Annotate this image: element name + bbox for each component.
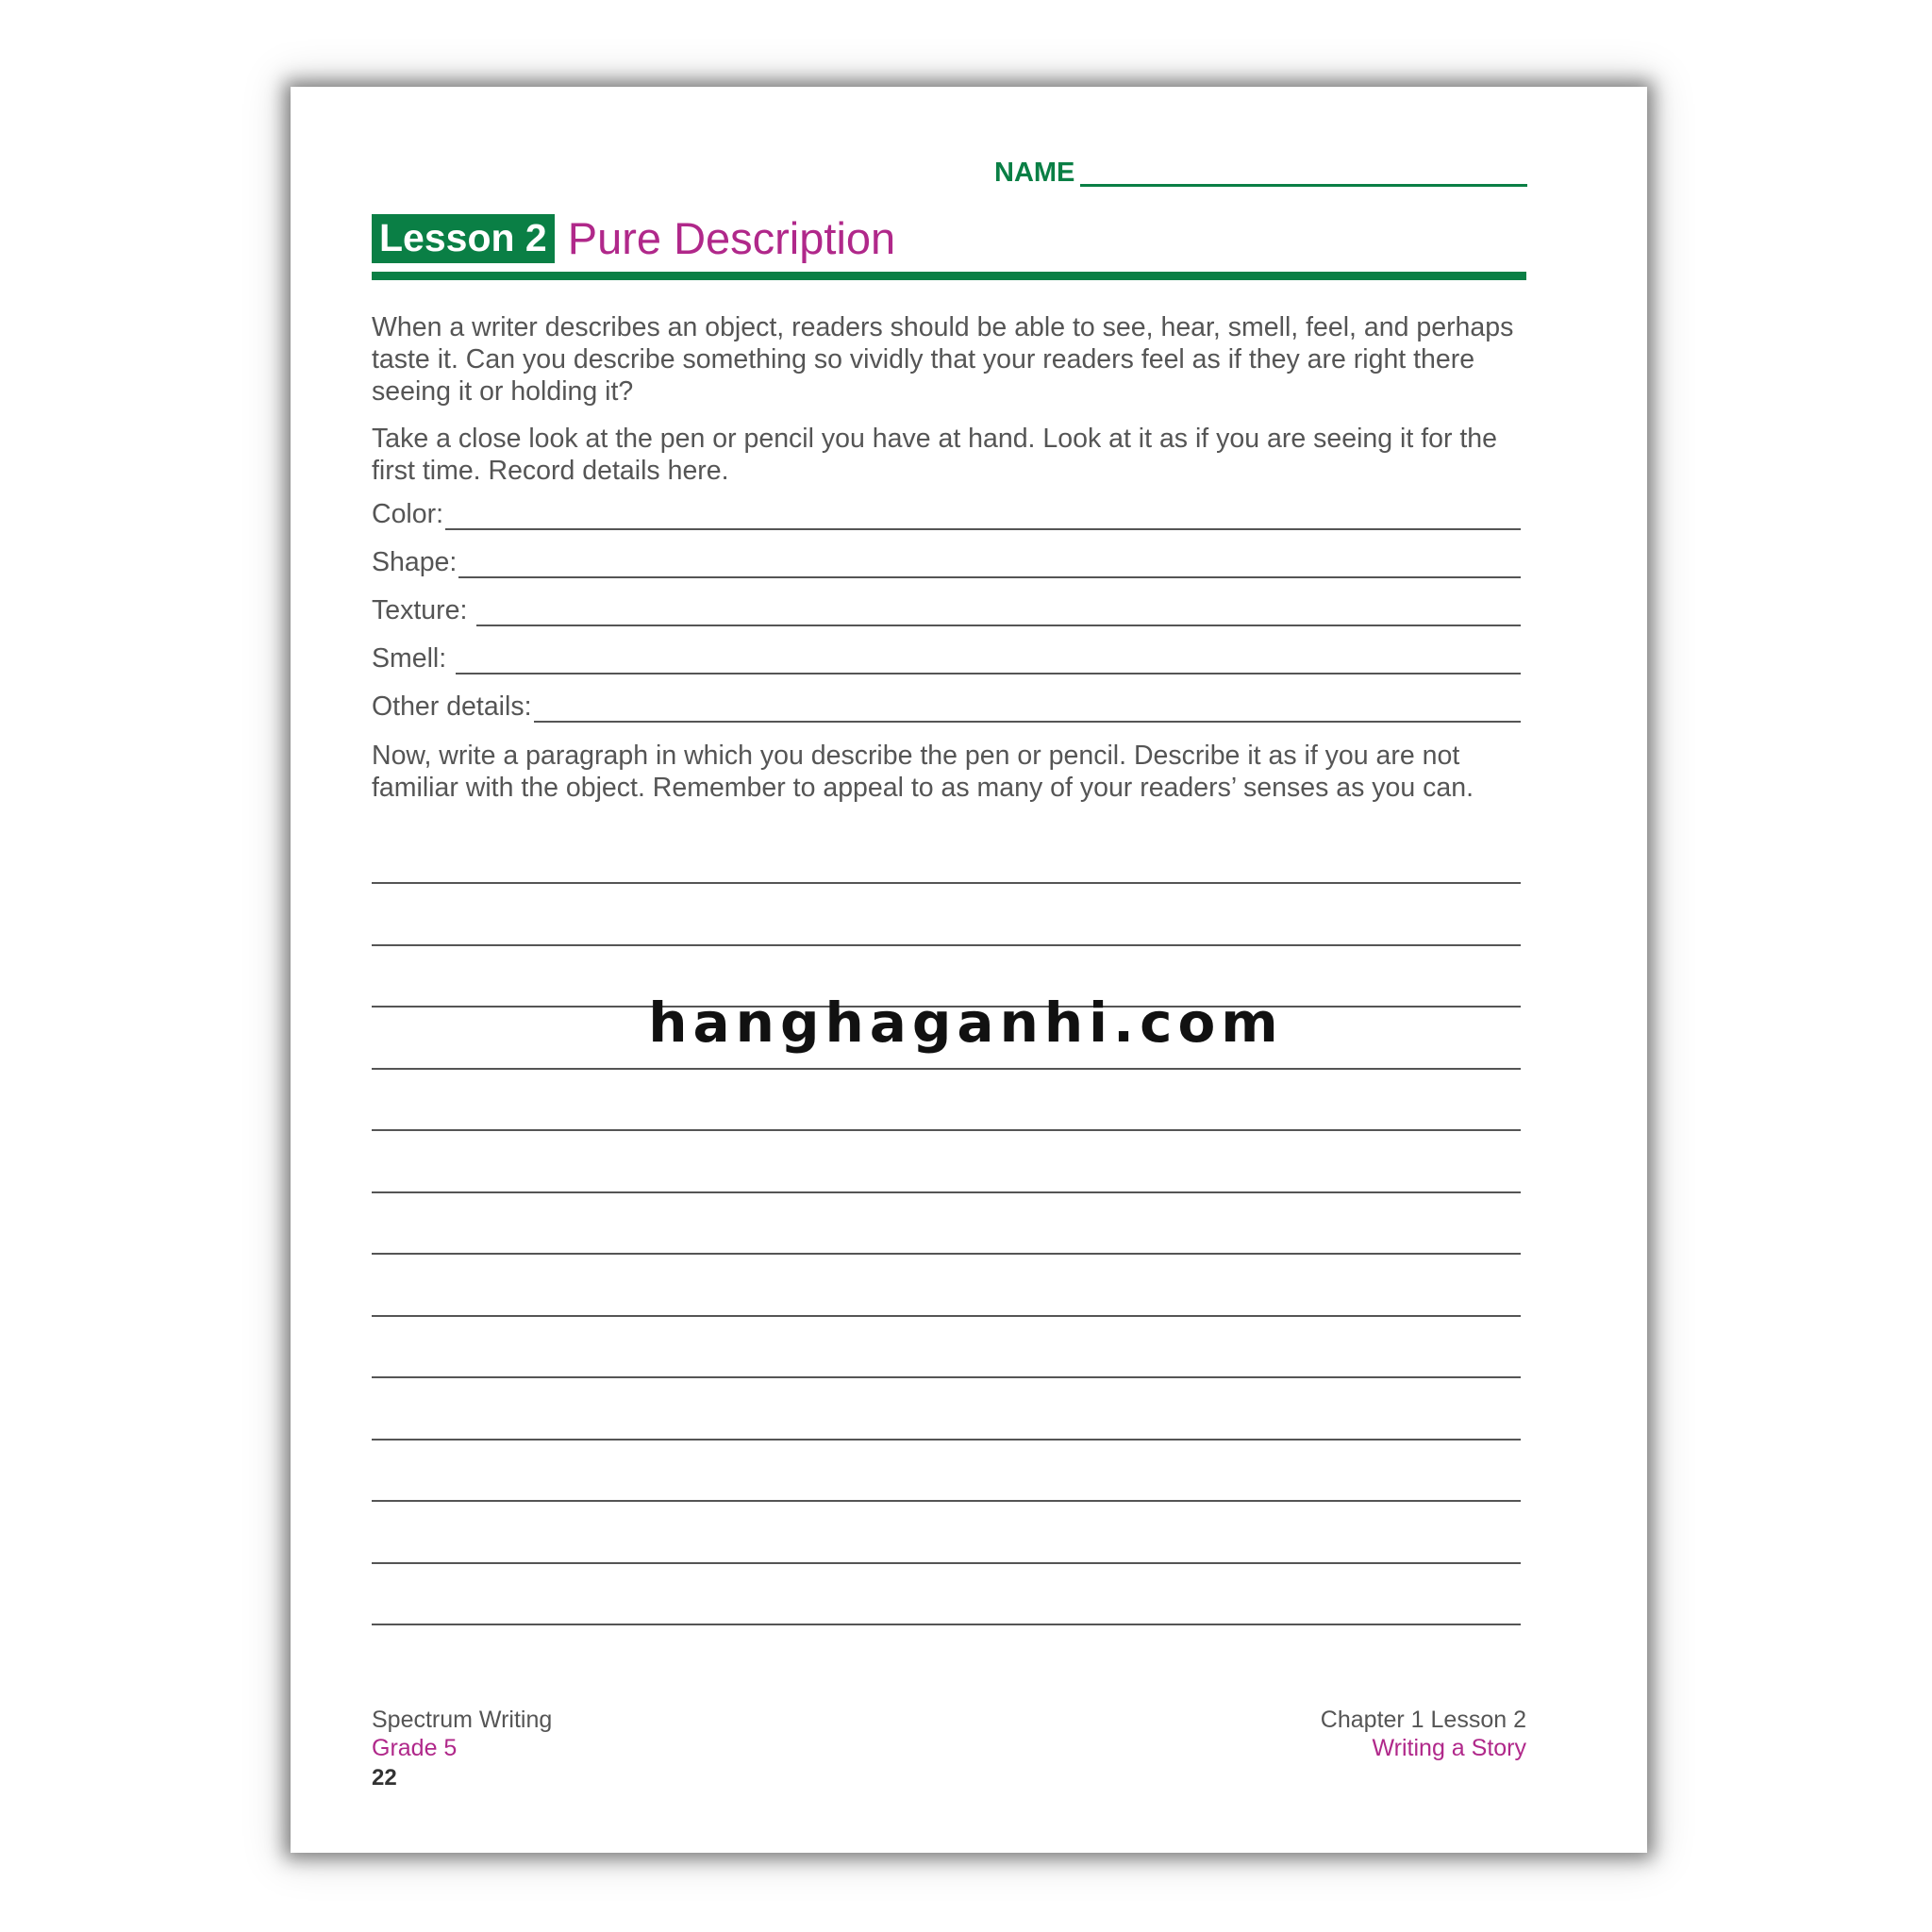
lesson-badge: Lesson 2 bbox=[372, 214, 555, 263]
writing-line bbox=[372, 1191, 1521, 1193]
writing-line bbox=[372, 1068, 1521, 1070]
writing-line bbox=[372, 1315, 1521, 1317]
field-blank-line bbox=[456, 646, 1521, 675]
footer-chapter: Chapter 1 Lesson 2 bbox=[1320, 1707, 1526, 1733]
footer-right bbox=[1321, 1706, 1526, 1762]
page-title: Pure Description bbox=[567, 213, 896, 263]
writing-line bbox=[372, 882, 1521, 884]
field-smell bbox=[372, 641, 1521, 675]
intro-paragraph-1: When a writer describes an object, readers should be able to see, hear, smell, feel, and perhaps taste it. Can you describe something so vividly that your readers feel as if they are right there seeing it or holding it? bbox=[372, 312, 1514, 407]
lesson-header bbox=[372, 213, 895, 264]
field-label: Other details: bbox=[372, 691, 532, 722]
writing-line bbox=[372, 1562, 1521, 1564]
footer-grade: Grade 5 bbox=[372, 1735, 458, 1761]
name-label: NAME bbox=[994, 158, 1075, 188]
field-label: Shape: bbox=[372, 547, 458, 577]
field-color bbox=[372, 496, 1521, 530]
field-label: Color: bbox=[372, 499, 444, 529]
field-label: Texture: bbox=[372, 595, 475, 625]
field-blank-line bbox=[445, 502, 1521, 530]
watermark-text: hanghaganhi.com bbox=[648, 991, 1284, 1055]
field-blank-line bbox=[476, 598, 1521, 626]
writing-line bbox=[372, 1129, 1521, 1131]
footer-series: Spectrum Writing bbox=[372, 1707, 553, 1733]
footer-left bbox=[372, 1706, 552, 1794]
field-label: Smell: bbox=[372, 643, 455, 674]
intro-paragraph-2: Take a close look at the pen or pencil you have at hand. Look at it as if you are seeing it for the first time. Record details here. bbox=[372, 424, 1497, 486]
field-texture bbox=[372, 592, 1521, 626]
title-divider bbox=[372, 272, 1526, 280]
writing-line bbox=[372, 1376, 1521, 1378]
field-shape bbox=[372, 544, 1521, 578]
writing-line bbox=[372, 1624, 1521, 1625]
writing-line bbox=[372, 1253, 1521, 1255]
field-other-details bbox=[372, 689, 1521, 723]
field-blank-line bbox=[458, 550, 1521, 578]
name-blank-line bbox=[1080, 156, 1527, 187]
page-number: 22 bbox=[372, 1765, 397, 1790]
writing-line bbox=[372, 1439, 1521, 1441]
writing-line bbox=[372, 944, 1521, 946]
field-blank-line bbox=[534, 694, 1522, 723]
footer-chapter-title: Writing a Story bbox=[1372, 1735, 1526, 1761]
name-field bbox=[994, 153, 1527, 187]
instructions-paragraph: Now, write a paragraph in which you describe the pen or pencil. Describe it as if you are not familiar with the object. Remember to appeal to as many of your readers’ senses as you can. bbox=[372, 741, 1474, 803]
writing-line bbox=[372, 1500, 1521, 1502]
